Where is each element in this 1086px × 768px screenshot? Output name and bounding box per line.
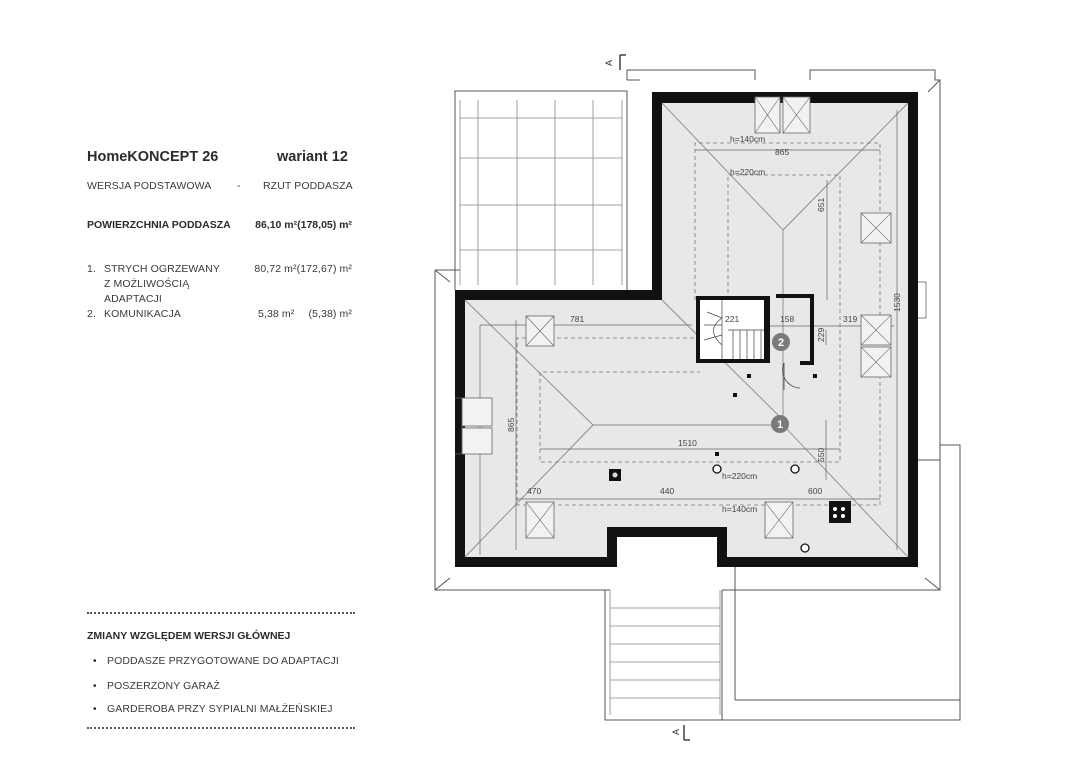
svg-text:A: A [671,728,681,735]
bullet-icon: • [93,681,97,692]
section-mark-bottom [671,725,690,740]
svg-text:2: 2 [777,337,785,349]
room-1-area: 80,72 m²(172,67) m² [254,263,352,275]
view-label: RZUT PODDASZA [263,180,353,192]
bullet-icon: • [93,656,97,667]
separator: - [237,180,241,192]
dim-470: 470 [527,486,542,496]
dim-158: 158 [780,314,795,324]
variant-label: wariant 12 [277,149,348,165]
dim-319: 319 [843,314,858,324]
section-mark-top [604,55,626,70]
version-label: WERSJA PODSTAWOWA [87,180,212,192]
changes-heading: ZMIANY WZGLĘDEM WERSJI GŁÓWNEJ [87,630,291,642]
area-label: POWIERZCHNIA PODDASZA [87,219,231,231]
dim-h220-bottom: h=220cm [722,471,758,481]
room-1-name-line-2: Z MOŻLIWOŚCIĄ [104,278,190,290]
dim-1530: 1530 [892,293,902,312]
change-item: PODDASZE PRZYGOTOWANE DO ADAPTACJI [107,655,339,667]
dim-781: 781 [570,314,585,324]
area-value: 86,10 m²(178,05) m² [255,219,352,231]
dim-h140-bottom: h=140cm [722,504,758,514]
dim-550: 550 [816,447,826,462]
room-2-area-gross: (5,38) m² [308,308,352,320]
svg-text:A: A [604,59,614,66]
change-item: POSZERZONY GARAŻ [107,680,220,692]
dim-h220-top: h=220cm [730,167,766,177]
dim-865-left: 865 [506,417,516,432]
roof-slats-left [460,100,622,285]
room-marker-1 [771,415,789,433]
svg-text:1: 1 [776,419,784,431]
change-item: GARDEROBA PRZY SYPIALNI MAŁŻEŃSKIEJ [107,703,333,715]
room-2-name: KOMUNIKACJA [104,308,181,320]
dim-440: 440 [660,486,675,496]
dim-651: 651 [816,197,826,212]
dim-865-top: 865 [775,147,790,157]
dim-h140-top: h=140cm [730,134,766,144]
bullet-icon: • [93,704,97,715]
room-marker-2 [772,333,790,351]
dim-600: 600 [808,486,823,496]
room-1-name-line-1: STRYCH OGRZEWANY [104,263,220,275]
room-1-name-line-3: ADAPTACJI [104,293,162,305]
dim-229: 229 [816,327,826,342]
room-2-number: 2. [87,308,96,320]
room-1-number: 1. [87,263,96,275]
project-title: HomeKONCEPT 26 [87,149,219,165]
roof-slats-bottom [610,590,720,715]
room-2-area: 5,38 m² [258,308,295,320]
dim-221: 221 [725,314,740,324]
dim-1510: 1510 [678,438,697,448]
